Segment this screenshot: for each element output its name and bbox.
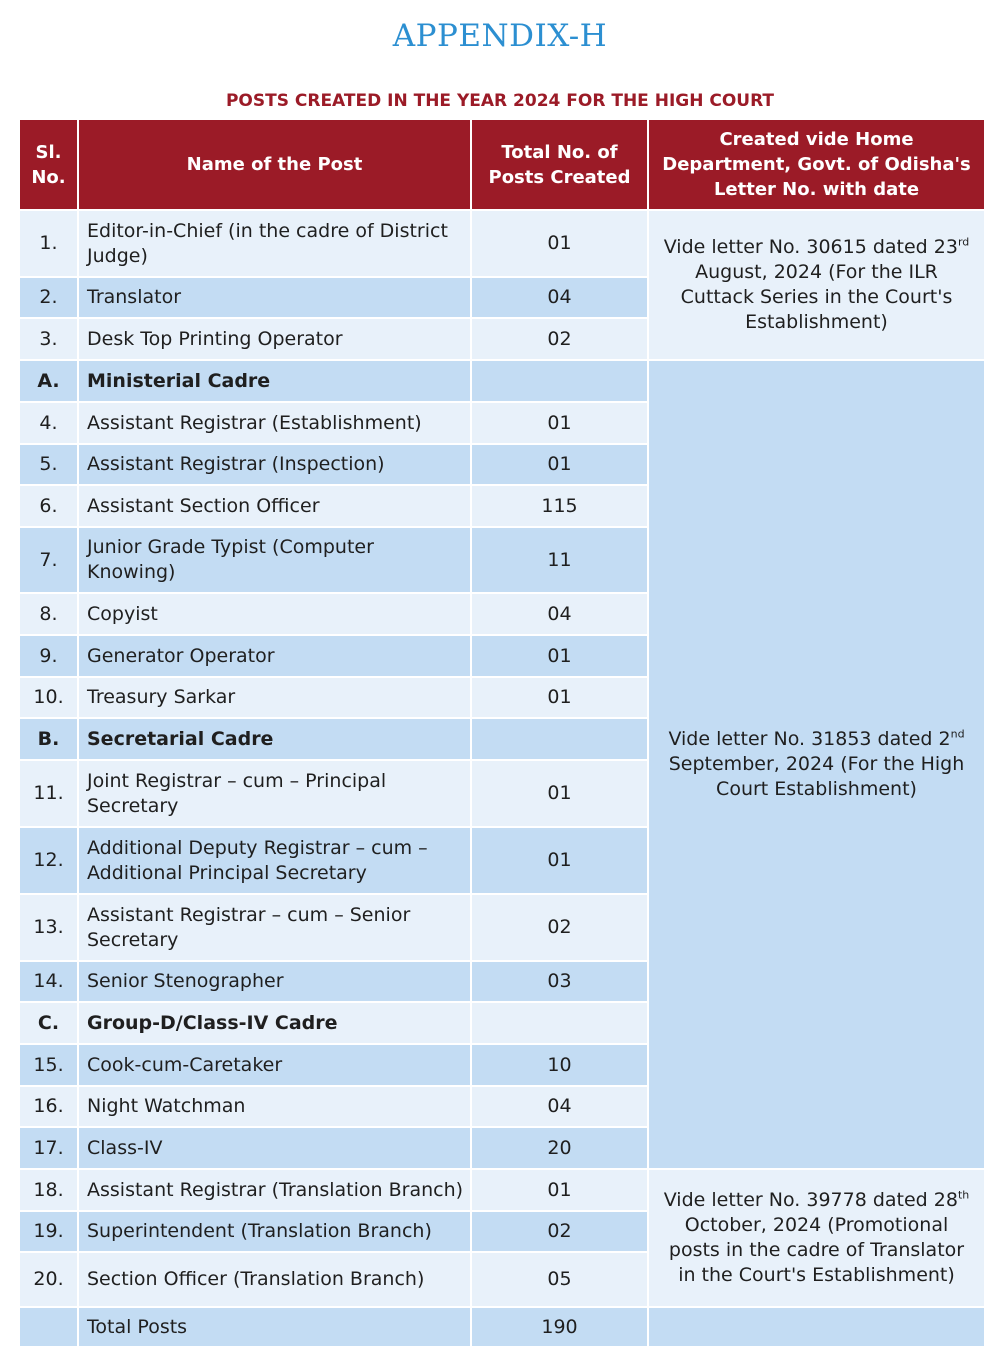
post-count: 01 [471, 210, 648, 277]
section-letter: B. [19, 718, 78, 760]
row-number: 15. [19, 1044, 78, 1086]
table-row [19, 1169, 985, 1211]
row-number [19, 1307, 78, 1347]
section-row [19, 360, 985, 402]
post-name: Assistant Section Officer [78, 485, 471, 527]
post-count: 20 [471, 1127, 648, 1169]
row-number: 18. [19, 1169, 78, 1211]
letter-reference-ilr [648, 210, 985, 360]
post-name: Assistant Registrar (Establishment) [78, 402, 471, 444]
section-letter: A. [19, 360, 78, 402]
post-count: 01 [471, 827, 648, 894]
section-name: Group-D/Class-IV Cadre [78, 1002, 471, 1044]
row-number: 5. [19, 444, 78, 485]
posts-table [18, 120, 986, 1348]
post-name: Senior Stenographer [78, 961, 471, 1002]
post-count: 04 [471, 1086, 648, 1127]
post-count [471, 1002, 648, 1044]
total-row [19, 1307, 985, 1347]
post-name: Treasury Sarkar [78, 677, 471, 718]
letter-ordinal-suffix: nd [950, 727, 965, 741]
post-count: 10 [471, 1044, 648, 1086]
page-title: APPENDIX-H [392, 18, 608, 54]
post-name: Assistant Registrar – cum – Senior Secretary [78, 894, 471, 961]
post-name: Desk Top Printing Operator [78, 318, 471, 360]
post-name: Generator Operator [78, 635, 471, 677]
letter-text-cont: September, 2024 (For the High Court Establishment) [668, 753, 965, 800]
total-count: 190 [471, 1307, 648, 1347]
post-name: Junior Grade Typist (Computer Knowing) [78, 527, 471, 593]
letter-ordinal-suffix: rd [957, 235, 970, 249]
letter-text: Vide letter No. 39778 dated 28 [663, 1189, 958, 1211]
row-number: 2. [19, 277, 78, 318]
row-number: 7. [19, 527, 78, 593]
post-count: 01 [471, 677, 648, 718]
letter-ordinal-suffix: th [957, 1188, 970, 1202]
row-number: 12. [19, 827, 78, 894]
row-number: 13. [19, 894, 78, 961]
section-name: Secretarial Cadre [78, 718, 471, 760]
row-number: 8. [19, 593, 78, 635]
row-number: 9. [19, 635, 78, 677]
header-total-posts: Total No. of Posts Created [471, 120, 648, 210]
row-number: 19. [19, 1211, 78, 1252]
post-count: 01 [471, 635, 648, 677]
section-letter: C. [19, 1002, 78, 1044]
empty-letter-cell [648, 1307, 985, 1347]
post-count: 01 [471, 760, 648, 827]
letter-text: Vide letter No. 31853 dated 2 [668, 728, 951, 750]
section-name: Ministerial Cadre [78, 360, 471, 402]
post-count: 11 [471, 527, 648, 593]
post-count: 02 [471, 318, 648, 360]
post-count: 03 [471, 961, 648, 1002]
row-number: 4. [19, 402, 78, 444]
table-row [19, 210, 985, 277]
row-number: 20. [19, 1252, 78, 1307]
post-name: Joint Registrar – cum – Principal Secretary [78, 760, 471, 827]
post-count: 02 [471, 894, 648, 961]
table-header-row [19, 120, 985, 210]
post-name: Editor-in-Chief (in the cadre of District Judge) [78, 210, 471, 277]
post-count: 05 [471, 1252, 648, 1307]
post-name: Cook-cum-Caretaker [78, 1044, 471, 1086]
row-number: 1. [19, 210, 78, 277]
post-name: Section Officer (Translation Branch) [78, 1252, 471, 1307]
post-count: 04 [471, 277, 648, 318]
letter-reference-translation [648, 1169, 985, 1307]
header-sl-no: Sl. No. [19, 120, 78, 210]
post-count: 01 [471, 402, 648, 444]
letter-text: Vide letter No. 30615 dated 23 [663, 236, 958, 258]
post-count [471, 718, 648, 760]
post-name: Class-IV [78, 1127, 471, 1169]
letter-text-cont: October, 2024 (Promotional posts in the cadre of Translator in the Court's Establishment) [668, 1214, 965, 1286]
row-number: 17. [19, 1127, 78, 1169]
post-count: 115 [471, 485, 648, 527]
row-number: 6. [19, 485, 78, 527]
post-name: Superintendent (Translation Branch) [78, 1211, 471, 1252]
row-number: 14. [19, 961, 78, 1002]
post-name: Assistant Registrar (Inspection) [78, 444, 471, 485]
letter-text-cont: August, 2024 (For the ILR Cuttack Series in the Court's Establishment) [680, 261, 953, 333]
post-count: 04 [471, 593, 648, 635]
post-count: 01 [471, 1169, 648, 1211]
letter-reference-high-court [648, 360, 985, 1169]
post-name: Assistant Registrar (Translation Branch) [78, 1169, 471, 1211]
header-letter: Created vide Home Department, Govt. of Odisha's Letter No. with date [648, 120, 985, 210]
row-number: 3. [19, 318, 78, 360]
post-name: Additional Deputy Registrar – cum – Additional Principal Secretary [78, 827, 471, 894]
total-label: Total Posts [78, 1307, 471, 1347]
post-count [471, 360, 648, 402]
header-post-name: Name of the Post [78, 120, 471, 210]
table-title: POSTS CREATED IN THE YEAR 2024 FOR THE HIGH COURT [225, 91, 775, 111]
row-number: 16. [19, 1086, 78, 1127]
post-name: Copyist [78, 593, 471, 635]
post-count: 02 [471, 1211, 648, 1252]
row-number: 11. [19, 760, 78, 827]
row-number: 10. [19, 677, 78, 718]
post-count: 01 [471, 444, 648, 485]
post-name: Night Watchman [78, 1086, 471, 1127]
post-name: Translator [78, 277, 471, 318]
